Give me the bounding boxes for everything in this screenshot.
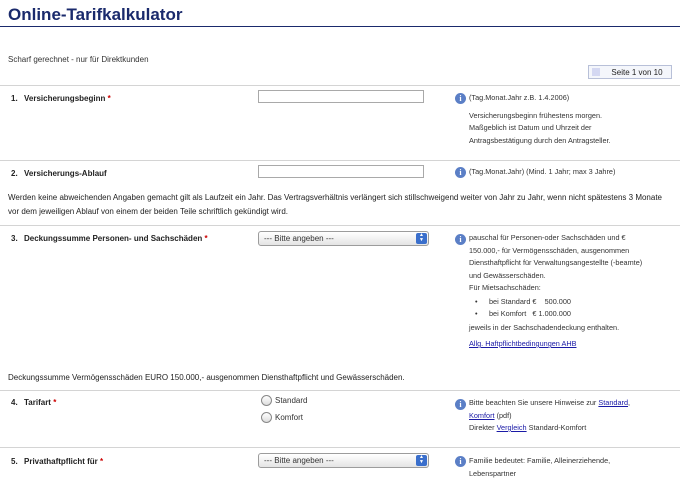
list-item: • bei Standard € 500.000 — [475, 296, 674, 309]
versicherungs-ablauf-input[interactable] — [258, 165, 424, 178]
info-icon[interactable]: i — [455, 456, 466, 467]
hint-text: Standard-Komfort — [526, 423, 587, 432]
field-label-text: Deckungssumme Personen- und Sachschäden — [24, 234, 203, 243]
field-label-text: Tarifart — [24, 398, 51, 407]
info-icon[interactable]: i — [455, 93, 466, 104]
hint-text: Versicherungsbeginn frühestens morgen. — [469, 110, 603, 120]
hint-text: Für Mietsachschäden: — [469, 283, 541, 292]
radio-label: Standard — [275, 396, 308, 405]
note-laufzeit: Werden keine abweichenden Angaben gemacht gilt als Laufzeit ein Jahr. Das Vertragsverhältnis verlängert sich stillschweigend weiter von Jahr zu Jahr, wenn nicht spätestens 3 Monate vor dem jeweiligen Ablauf von einem der beiden Teile schriftlich gekündigt wird. — [8, 193, 663, 216]
hint-text: jeweils in der Sachschadendeckung enthalten. — [469, 322, 620, 332]
privathaftpflicht-select[interactable] — [258, 453, 429, 468]
row-divider — [0, 85, 680, 86]
field-label-privathaftpflicht — [11, 457, 103, 466]
field-label-text: Privathaftpflicht für — [24, 457, 98, 466]
field-number: 4. — [11, 398, 18, 407]
hint-versicherungsbeginn — [469, 92, 674, 147]
page-indicator — [588, 65, 672, 79]
deckungssumme-select[interactable] — [258, 231, 429, 246]
page-title: Online-Tarifkalkulator — [8, 5, 183, 24]
row-divider — [0, 390, 680, 391]
updown-arrows-icon: ▲ ▼ — [416, 233, 427, 244]
hint-text: (Tag.Monat.Jahr z.B. 1.4.2006) — [469, 93, 570, 102]
hint-text: Bitte beachten Sie unsere Hinweise zur — [469, 398, 599, 407]
row-divider — [0, 447, 680, 448]
hint-text: Maßgeblich ist Datum und Uhrzeit der — [469, 123, 592, 132]
select-value: --- Bitte angeben --- — [264, 234, 334, 243]
title-divider — [0, 26, 680, 27]
field-number: 2. — [11, 169, 18, 178]
info-icon[interactable]: i — [455, 399, 466, 410]
hint-text: 150.000,- für Vermögensschäden, ausgenommen — [469, 245, 630, 255]
radio-icon[interactable] — [261, 395, 272, 406]
hint-text: pauschal für Personen-oder Sachschäden und € — [469, 233, 626, 242]
note-vermoegensschaeden: Deckungssumme Vermögensschäden EURO 150.000,- ausgenommen Diensthaftpflicht und Gewässerschäden. — [8, 373, 405, 382]
field-number: 3. — [11, 234, 18, 243]
versicherungsbeginn-input[interactable] — [258, 90, 424, 103]
required-marker: * — [204, 234, 208, 243]
select-value: --- Bitte angeben --- — [264, 456, 334, 465]
hint-text: Diensthaftpflicht für Verwaltungsangestellte (-beamte) — [469, 258, 643, 267]
hint-privathaftpflicht — [469, 455, 674, 480]
hint-text: Lebenspartner — [469, 468, 517, 478]
hint-text: Antragsbestätigung durch den Antragsteller. — [469, 135, 611, 145]
info-icon[interactable]: i — [455, 234, 466, 245]
ahb-link[interactable]: Allg. Haftpflichtbedingungen AHB — [469, 339, 577, 348]
required-marker: * — [53, 398, 57, 407]
hint-text: Direkter — [469, 423, 497, 432]
hint-text: Familie bedeutet: Familie, Alleinerziehende, — [469, 456, 611, 465]
field-label-text: Versicherungsbeginn — [24, 94, 106, 103]
page-indicator-icon — [592, 68, 600, 76]
page-subtitle: Scharf gerechnet - nur für Direktkunden — [8, 55, 149, 64]
row-divider — [0, 225, 680, 226]
hint-deckungssumme — [469, 232, 674, 351]
required-marker: * — [100, 457, 104, 466]
field-label-tarifart — [11, 398, 56, 407]
hint-text: (pdf) — [494, 410, 512, 420]
list-item: • bei Komfort € 1.000.000 — [475, 308, 674, 321]
hint-text: , — [628, 398, 631, 407]
page-indicator-text: Seite 1 von 10 — [611, 68, 663, 77]
field-label-deckungssumme — [11, 234, 208, 243]
hint-versicherungs-ablauf: (Tag.Monat.Jahr) (Mind. 1 Jahr; max 3 Jahre) — [469, 167, 616, 176]
mietsachschaden-list — [469, 296, 674, 321]
info-icon[interactable]: i — [455, 167, 466, 178]
field-label-versicherungsbeginn — [11, 94, 111, 103]
field-number: 1. — [11, 94, 18, 103]
radio-icon[interactable] — [261, 412, 272, 423]
field-label-text: Versicherungs-Ablauf — [24, 169, 107, 178]
row-divider — [0, 160, 680, 161]
updown-arrows-icon: ▲ ▼ — [416, 455, 427, 466]
hint-text: und Gewässerschäden. — [469, 270, 546, 280]
komfort-link[interactable]: Komfort — [469, 410, 495, 420]
standard-link[interactable]: Standard — [598, 398, 629, 407]
radio-label: Komfort — [275, 413, 304, 422]
field-number: 5. — [11, 457, 18, 466]
required-marker: * — [107, 94, 111, 103]
hint-tarifart — [469, 397, 674, 435]
field-label-versicherungs-ablauf — [11, 169, 107, 178]
vergleich-link[interactable]: Vergleich — [496, 423, 527, 432]
